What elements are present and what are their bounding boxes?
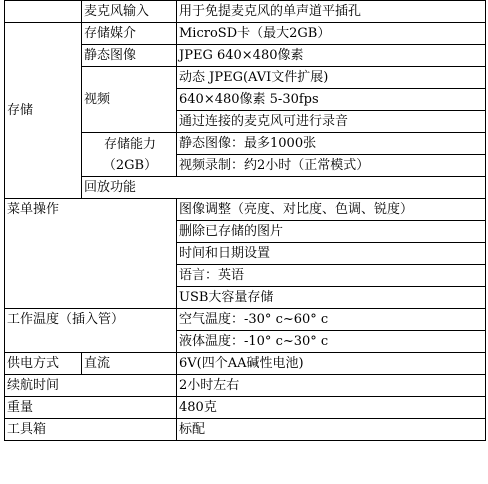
temp-label: 工作温度（插入管） [5, 309, 177, 353]
row-temp-1 [5, 309, 486, 331]
row-mic [5, 1, 486, 23]
storage-media-label: 存储媒介 [82, 23, 177, 45]
menu-value-4: 语言：英语 [177, 265, 486, 287]
menu-value-5: USB大容量存储 [177, 287, 486, 309]
weight-label: 重量 [5, 397, 177, 419]
storage-label: 存储 [5, 23, 82, 199]
spec-table [4, 0, 486, 441]
toolbox-label: 工具箱 [5, 419, 177, 441]
power-sub: 直流 [82, 353, 177, 375]
storage-media-value: MicroSD卡（最大2GB） [177, 23, 486, 45]
storage-still-label: 静态图像 [82, 45, 177, 67]
video-value-3: 通过连接的麦克风可进行录音 [177, 111, 486, 133]
capacity-value-1: 静态图像：最多1000张 [177, 133, 486, 155]
runtime-label: 续航时间 [5, 375, 177, 397]
capacity-label: 存储能力（2GB） [82, 133, 177, 177]
row-menu-1 [5, 199, 486, 221]
menu-value-3: 时间和日期设置 [177, 243, 486, 265]
video-label: 视频 [82, 67, 177, 133]
row-runtime [5, 375, 486, 397]
weight-value: 480克 [177, 397, 486, 419]
row-toolbox [5, 419, 486, 441]
mic-value: 用于免提麦克风的单声道平插孔 [177, 1, 486, 23]
capacity-value-2: 视频录制：约2小时（正常模式） [177, 155, 486, 177]
playback-label: 回放功能 [82, 177, 486, 199]
menu-value-1: 图像调整（亮度、对比度、色调、锐度） [177, 199, 486, 221]
toolbox-value: 标配 [177, 419, 486, 441]
menu-value-2: 删除已存储的图片 [177, 221, 486, 243]
mic-label: 麦克风输入 [82, 1, 177, 23]
power-value: 6V(四个AA碱性电池) [177, 353, 486, 375]
storage-still-value: JPEG 640×480像素 [177, 45, 486, 67]
runtime-value: 2小时左右 [177, 375, 486, 397]
video-value-2: 640×480像素 5-30fps [177, 89, 486, 111]
temp-value-1: 空气温度：-30° c~60° c [177, 309, 486, 331]
row-power [5, 353, 486, 375]
cell-empty [5, 1, 82, 23]
menu-label: 菜单操作 [5, 199, 177, 309]
row-storage-media [5, 23, 486, 45]
temp-value-2: 液体温度：-10° c~30° c [177, 331, 486, 353]
row-weight [5, 397, 486, 419]
video-value-1: 动态 JPEG(AVI文件扩展) [177, 67, 486, 89]
power-label: 供电方式 [5, 353, 82, 375]
